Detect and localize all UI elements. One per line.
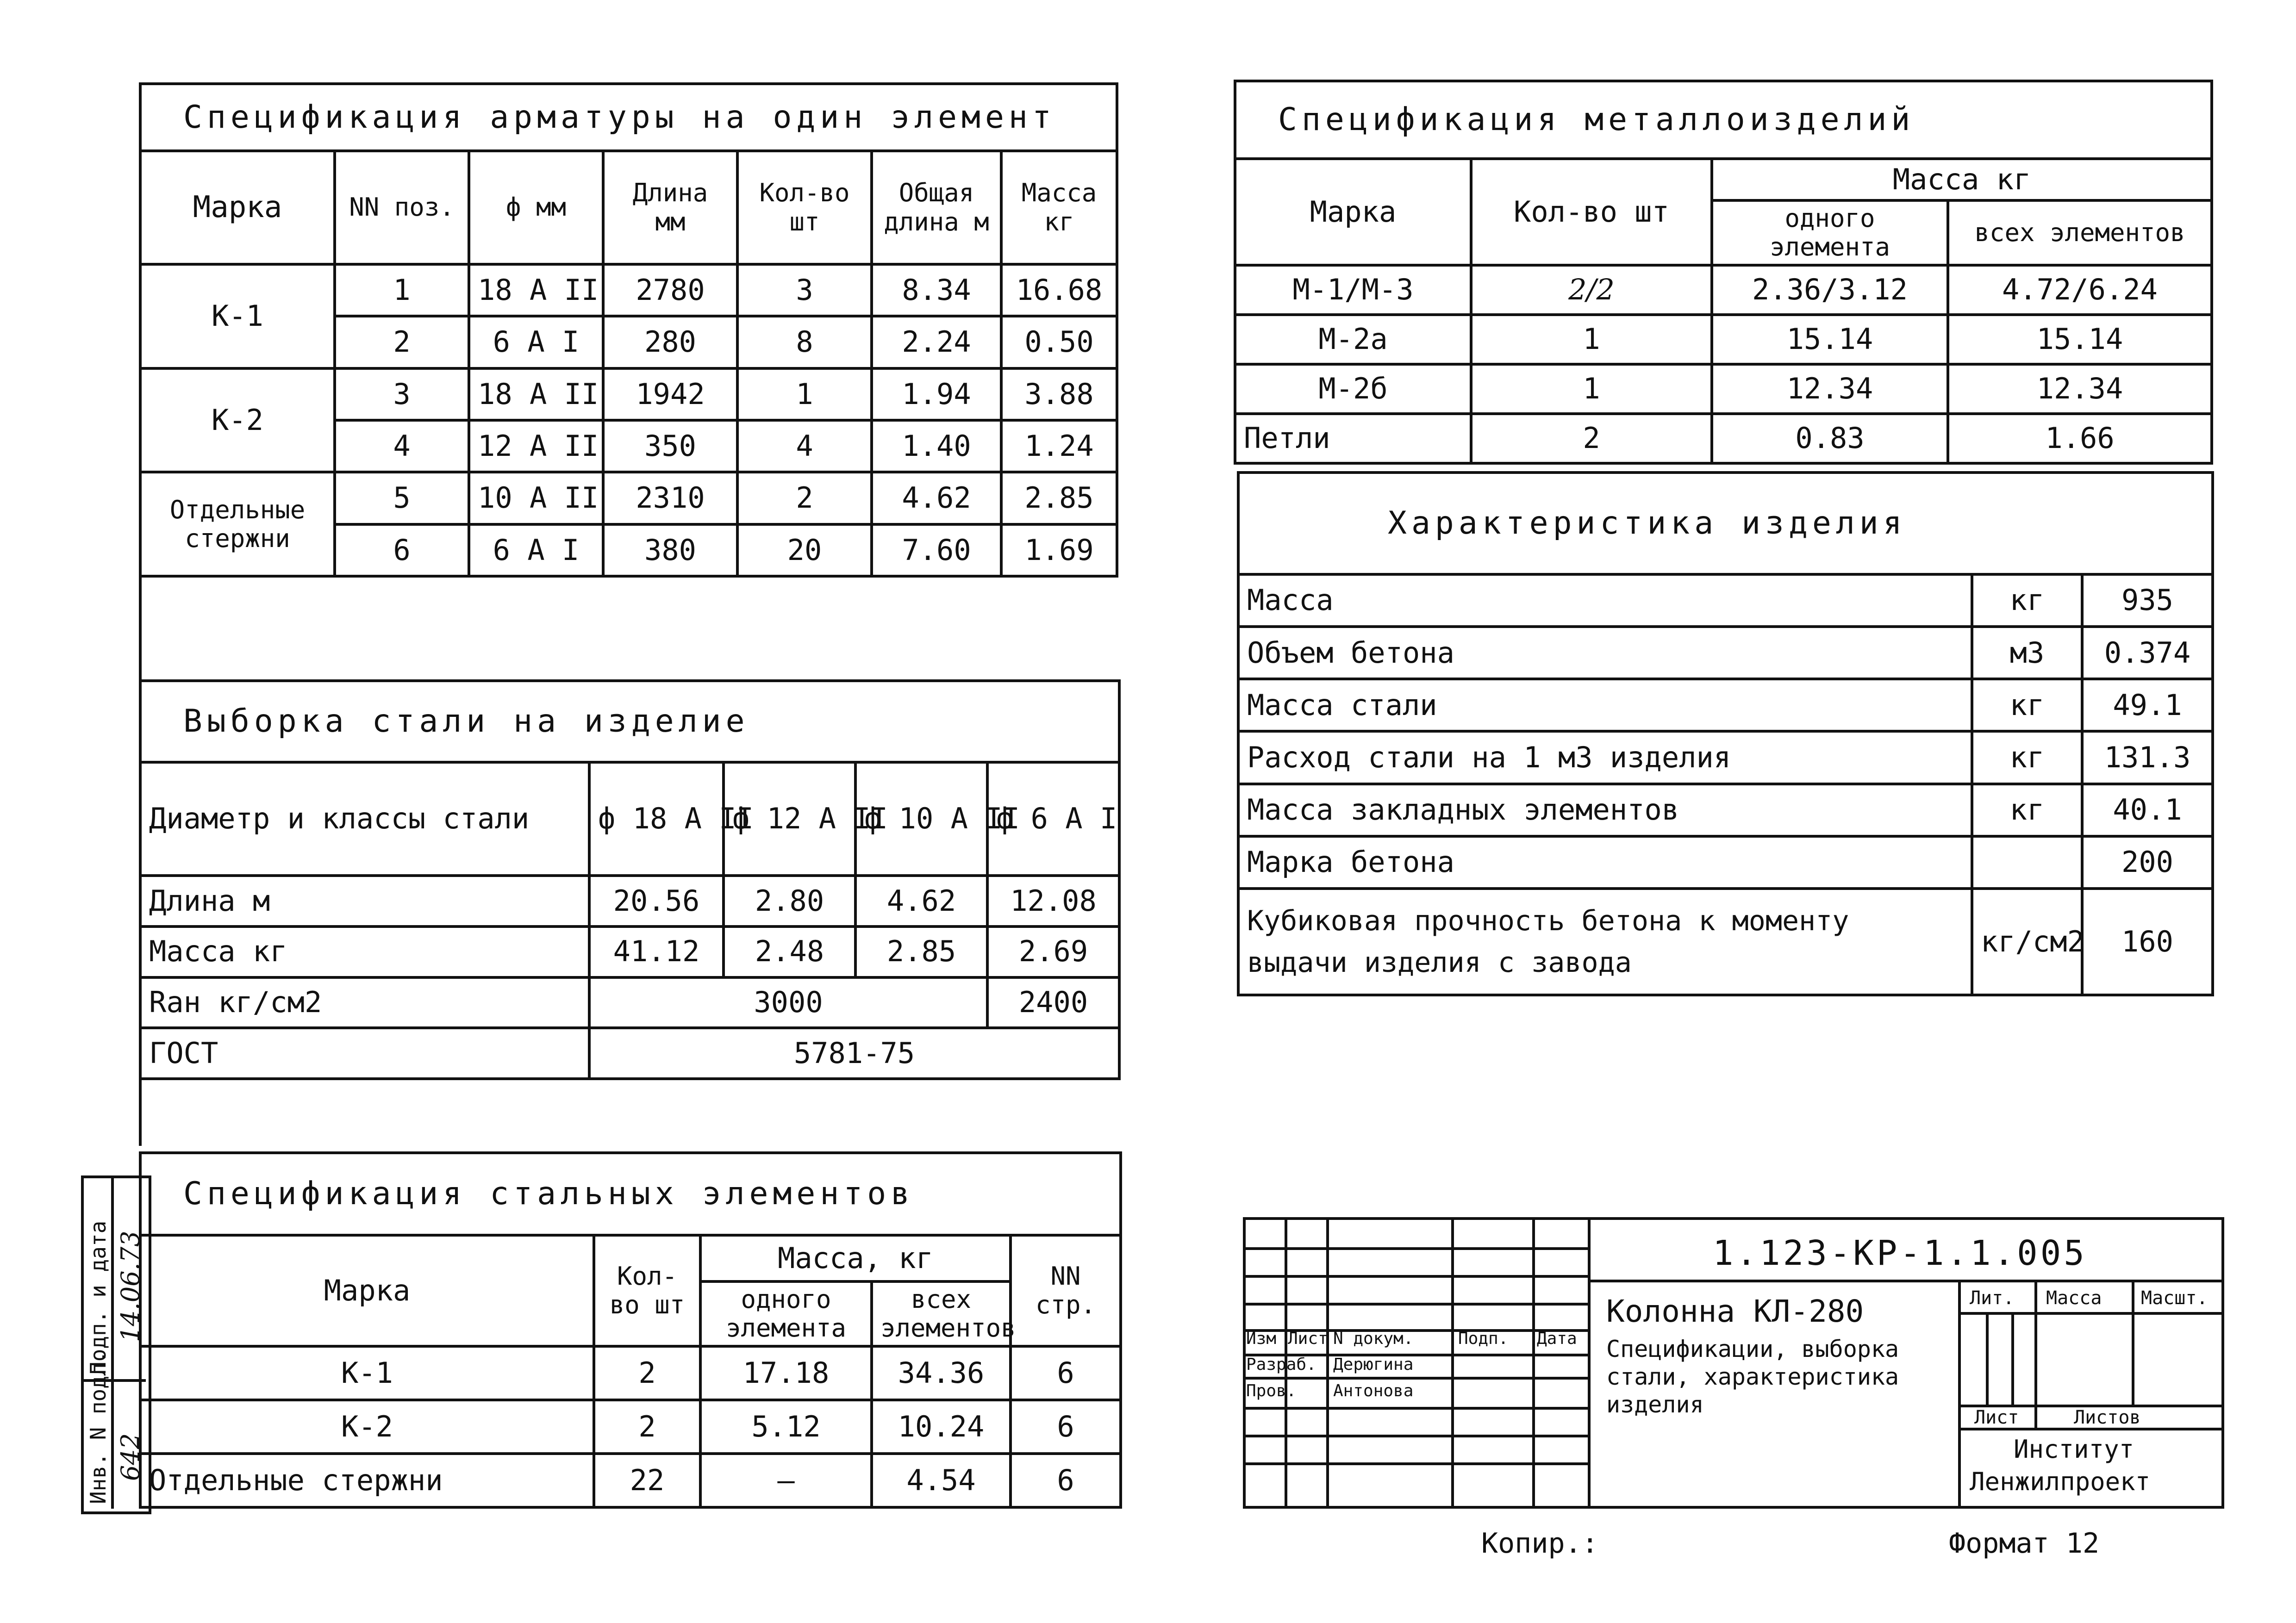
cell: К-1 [140, 1346, 594, 1400]
scale-label: Масшт. [2141, 1287, 2208, 1309]
cell: кг [1972, 574, 2082, 627]
ra-a1-value: 2400 [987, 977, 1119, 1028]
steel-header-label: Диаметр и классы стали [140, 762, 589, 876]
side-label-inv: Инв. N подл. [86, 1350, 111, 1504]
gost-value: 5781-75 [589, 1028, 1119, 1079]
cell: 12.34 [1712, 364, 1948, 414]
cell: 0.50 [1001, 316, 1117, 368]
header-mass: Масса, кг [700, 1235, 1011, 1281]
grid-line [1243, 1275, 1588, 1278]
role-checker: Пров. [1246, 1381, 1297, 1400]
cell: 10 А II [469, 472, 603, 524]
grid-line [1243, 1407, 1588, 1410]
cell: М-1/М-3 [1235, 265, 1471, 315]
cell: 4.54 [872, 1454, 1011, 1507]
cell: 935 [2082, 574, 2213, 627]
cell: 131.3 [2082, 731, 2213, 784]
header-diameter: ф мм [469, 151, 603, 264]
cell: 18 А II [469, 264, 603, 316]
cell: 3 [737, 264, 872, 316]
length-label: Длина м [140, 876, 589, 927]
mass-label: Масса кг [140, 927, 589, 977]
characteristics-table [1237, 471, 2211, 996]
cell: 2310 [603, 472, 737, 524]
cell: Марка бетона [1238, 836, 1972, 889]
cell [1972, 836, 2082, 889]
cell: 12.34 [1948, 364, 2212, 414]
steel-col: ф 18 А II [589, 762, 724, 876]
cell: 2.69 [987, 927, 1119, 977]
cell: м3 [1972, 627, 2082, 679]
cell: Масса [1238, 574, 1972, 627]
cell: 2.80 [724, 876, 855, 927]
header-all: всех элементов [872, 1281, 1011, 1346]
cell: 41.12 [589, 927, 724, 977]
sheet-label: Лист [1974, 1407, 2019, 1428]
col-label: Дата [1537, 1329, 1577, 1348]
cell: К-2 [140, 1400, 594, 1454]
cell: 2 [1471, 414, 1712, 463]
cell: Масса закладных элементов [1238, 784, 1972, 836]
steel-selection-table [139, 679, 1118, 1080]
cell: 2.48 [724, 927, 855, 977]
format-label: Формат 12 [1949, 1527, 2100, 1560]
cell: Расход стали на 1 м3 изделия [1238, 731, 1972, 784]
col-label: Изм [1246, 1329, 1277, 1348]
cell: 15.14 [1948, 315, 2212, 364]
header-one: одного элемента [1712, 200, 1948, 265]
cell: кг [1972, 679, 2082, 731]
cell: 2 [594, 1346, 700, 1400]
cell: 1.94 [872, 368, 1001, 420]
header-length: Длина мм [603, 151, 737, 264]
grid-line [1243, 1377, 1588, 1380]
cell: Отдельные стержни [140, 1454, 594, 1507]
header-total-length: Общая длина м [872, 151, 1001, 264]
cell: Объем бетона [1238, 627, 1972, 679]
header-mark: Марка [140, 151, 335, 264]
col-label: Подп. [1458, 1329, 1509, 1348]
drawing-desc: Спецификации, выборка стали, характеристика изделия [1606, 1336, 1899, 1418]
cell: 3 [335, 368, 469, 420]
cell: 49.1 [2082, 679, 2213, 731]
elements-title: Спецификация стальных элементов [140, 1153, 1121, 1235]
drawing-name: Колонна КЛ-280 [1606, 1293, 1864, 1329]
grid-line [1986, 1312, 1989, 1405]
cell: 1.66 [1948, 414, 2212, 463]
steel-elements-table [139, 1151, 1119, 1509]
group-mark: К-2 [140, 368, 335, 473]
institute-line-1: Институт [2014, 1435, 2134, 1464]
cell: 4.72/6.24 [1948, 265, 2212, 315]
cell: кг [1972, 784, 2082, 836]
ra-a2-value: 3000 [589, 977, 987, 1028]
cell: 1942 [603, 368, 737, 420]
header-mass: Масса кг [1712, 159, 2212, 200]
side-label-sign: Подп. и дата [86, 1220, 111, 1374]
metal-products-table [1234, 80, 2210, 465]
cell: 2 [737, 472, 872, 524]
cell: 2780 [603, 264, 737, 316]
grid-line [1588, 1280, 2224, 1282]
cell: 4 [335, 420, 469, 472]
cell: Масса стали [1238, 679, 1972, 731]
reinforcement-title: Спецификация арматуры на один элемент [140, 84, 1117, 151]
cell: 12.08 [987, 876, 1119, 927]
cell: 6 [1011, 1454, 1121, 1507]
side-date-value: 14.06.73 [116, 1231, 145, 1342]
cell: 20 [737, 524, 872, 576]
grid-line [1588, 1217, 1591, 1509]
grid-line [1243, 1247, 1588, 1250]
cell: 17.18 [700, 1346, 872, 1400]
steel-col: ф 12 А II [724, 762, 855, 876]
header-qty: Кол-во шт [737, 151, 872, 264]
role-developer: Разраб. [1246, 1355, 1316, 1374]
cell: 6 А I [469, 316, 603, 368]
cell: 0.374 [2082, 627, 2213, 679]
cell: 0.83 [1712, 414, 1948, 463]
cell: М-2а [1235, 315, 1471, 364]
cell: 2.36/3.12 [1712, 265, 1948, 315]
cell: 8.34 [872, 264, 1001, 316]
header-mass: Масса кг [1001, 151, 1117, 264]
mass-label: Масса [2046, 1287, 2102, 1309]
cell: 1.40 [872, 420, 1001, 472]
cell: 10.24 [872, 1400, 1011, 1454]
cell: кг/см2 [1972, 889, 2082, 995]
grid-line [2034, 1280, 2037, 1428]
side-stamp-divider [111, 1175, 114, 1509]
cell: 1 [335, 264, 469, 316]
group-mark: Отдельные стержни [140, 472, 335, 576]
cell: 40.1 [2082, 784, 2213, 836]
header-mark: Марка [1235, 159, 1471, 265]
grid-line [1243, 1435, 1588, 1437]
col-label: Лист [1288, 1329, 1328, 1348]
cell: 4 [737, 420, 872, 472]
header-all: всех элементов [1948, 200, 2212, 265]
cell: 1.69 [1001, 524, 1117, 576]
cell: Кубиковая прочность бетона к моменту выдачи изделия с завода [1238, 889, 1972, 995]
cell: 4.62 [872, 472, 1001, 524]
characteristics-title: Характеристика изделия [1238, 473, 2213, 574]
cell: 160 [2082, 889, 2213, 995]
grid-line [2011, 1312, 2014, 1405]
cell: 2.85 [1001, 472, 1117, 524]
cell: 15.14 [1712, 315, 1948, 364]
ra-label: Raн кг/см2 [140, 977, 589, 1028]
cell: 6 А I [469, 524, 603, 576]
checker-name: Антонова [1333, 1381, 1414, 1400]
reinforcement-spec-table [139, 82, 1116, 578]
steel-title: Выборка стали на изделие [140, 681, 1119, 762]
cell: 8 [737, 316, 872, 368]
header-pos: NN поз. [335, 151, 469, 264]
header-one: одного элемента [700, 1281, 872, 1346]
cell: 1.24 [1001, 420, 1117, 472]
cell: — [700, 1454, 872, 1507]
group-mark: К-1 [140, 264, 335, 368]
cell: 7.60 [872, 524, 1001, 576]
cell: 16.68 [1001, 264, 1117, 316]
cell: 20.56 [589, 876, 724, 927]
cell: 380 [603, 524, 737, 576]
cell: 6 [1011, 1346, 1121, 1400]
gost-label: ГОСТ [140, 1028, 589, 1079]
cell: 3.88 [1001, 368, 1117, 420]
cell: 1 [1471, 315, 1712, 364]
sheets-label: Листов [2074, 1407, 2141, 1428]
grid-line [1243, 1303, 1588, 1306]
cell: 2 [594, 1400, 700, 1454]
side-inv-value: 642 [116, 1433, 145, 1481]
grid-line [2132, 1280, 2134, 1405]
cell: 2.24 [872, 316, 1001, 368]
cell: 22 [594, 1454, 700, 1507]
cell: 280 [603, 316, 737, 368]
cell: Петли [1235, 414, 1471, 463]
metal-title: Спецификация металлоизделий [1235, 81, 2212, 159]
cell: 12 А II [469, 420, 603, 472]
cell: 5 [335, 472, 469, 524]
cell: 5.12 [700, 1400, 872, 1454]
cell: 18 А II [469, 368, 603, 420]
copied-label: Копир.: [1481, 1527, 1598, 1560]
cell: 4.62 [855, 876, 987, 927]
cell: 350 [603, 420, 737, 472]
institute-line-2: Ленжилпроект [1970, 1467, 2151, 1496]
header-page: NN стр. [1011, 1235, 1121, 1346]
header-qty: Кол-во шт [1471, 159, 1712, 265]
cell: 2.85 [855, 927, 987, 977]
cell: 200 [2082, 836, 2213, 889]
header-mark: Марка [140, 1235, 594, 1346]
cell: 1 [1471, 364, 1712, 414]
cell: 2 [335, 316, 469, 368]
developer-name: Дерюгина [1333, 1355, 1414, 1374]
cell: 34.36 [872, 1346, 1011, 1400]
drawing-code: 1.123-КР-1.1.005 [1713, 1233, 2087, 1273]
steel-col: ф 10 А II [855, 762, 987, 876]
cell: кг [1972, 731, 2082, 784]
cell: 6 [335, 524, 469, 576]
cell: М-2б [1235, 364, 1471, 414]
grid-line [1958, 1312, 2224, 1315]
cell: 6 [1011, 1400, 1121, 1454]
steel-col: ф 6 А I [987, 762, 1119, 876]
cell: 1 [737, 368, 872, 420]
grid-line [1243, 1462, 1588, 1465]
cell: 2/2 [1471, 265, 1712, 315]
header-qty: Кол-во шт [594, 1235, 700, 1346]
lit-label: Лит. [1970, 1287, 2015, 1309]
col-label: N докум. [1333, 1329, 1414, 1348]
